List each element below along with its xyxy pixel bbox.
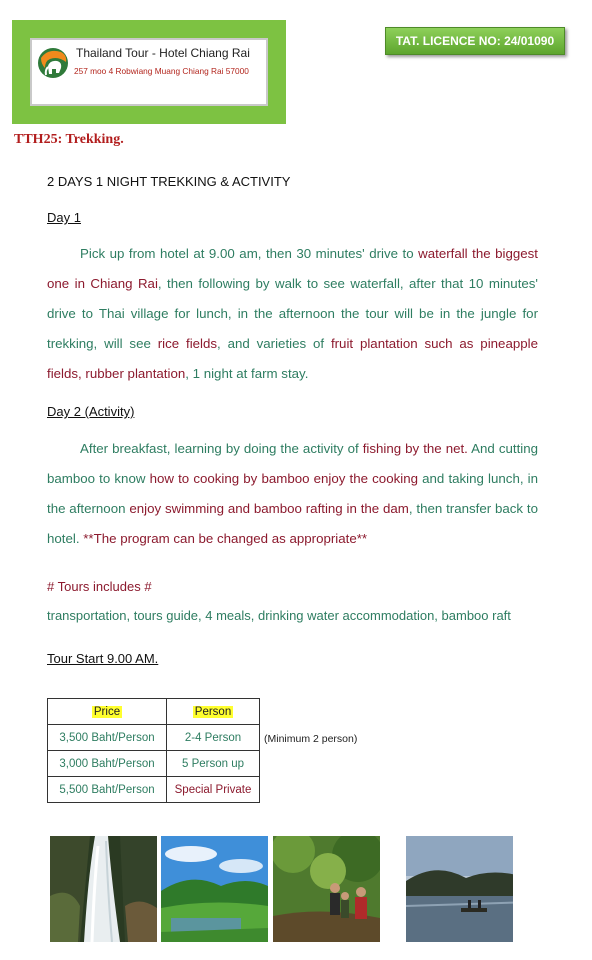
day2-description <box>47 434 538 554</box>
jungle-trekking-photo <box>273 836 380 942</box>
tour-title: 2 DAYS 1 NIGHT TREKKING & ACTIVITY <box>47 174 291 189</box>
day2-seg: **The program can be changed as appropriate** <box>83 531 368 546</box>
licence-badge: TAT. LICENCE NO: 24/01090 <box>385 27 565 55</box>
price-header: Price <box>93 705 121 718</box>
person-cell: 5 Person up <box>167 751 260 777</box>
day1-seg: Pick up from hotel at 9.00 am, then 30 minutes' drive to <box>80 246 419 261</box>
day2-seg: After breakfast, learning by doing the activity of <box>80 441 363 456</box>
day2-seg: how to cooking by bamboo enjoy the cooking <box>149 471 418 486</box>
minimum-note: (Minimum 2 person) <box>264 733 358 745</box>
day2-seg: , then transfer back to hotel. <box>47 501 538 546</box>
waterfall-photo <box>50 836 157 942</box>
price-cell: 3,500 Baht/Person <box>48 725 167 751</box>
tour-code: TTH25: Trekking. <box>14 132 124 147</box>
day2-seg: fishing by the net. <box>362 441 468 456</box>
person-cell: 2-4 Person <box>167 725 260 751</box>
day1-seg: , then following by walk to see waterfall, after that 10 minutes' drive to Thai village for lunch, in the afternoon the tour will be in the jungle for trekking, will see <box>47 276 538 351</box>
day2-seg: and taking lunch, in the afternoon <box>47 471 539 516</box>
day1-seg: fruit plantation such as pineapple fields, rubber plantation <box>47 336 538 381</box>
company-name: Thailand Tour - Hotel Chiang Rai <box>76 46 250 60</box>
rice-field-photo <box>161 836 268 942</box>
day2-heading: Day 2 (Activity) <box>47 404 135 419</box>
bamboo-rafting-dam-photo <box>406 836 513 942</box>
day1-heading: Day 1 <box>47 210 81 225</box>
day1-description <box>47 239 538 389</box>
logo-card <box>30 38 268 106</box>
table-row <box>48 725 260 751</box>
company-address: 257 moo 4 Robwiang Muang Chiang Rai 57000 <box>74 66 249 76</box>
table-row <box>48 777 260 803</box>
tours-includes-list: transportation, tours guide, 4 meals, drinking water accommodation, bamboo raft <box>47 608 511 623</box>
company-logo-box <box>12 20 286 124</box>
person-header-cell <box>167 699 260 725</box>
price-cell: 3,000 Baht/Person <box>48 751 167 777</box>
price-header-cell <box>48 699 167 725</box>
day2-seg: And cutting bamboo to know <box>47 441 539 486</box>
tour-start-time: Tour Start 9.00 AM. <box>47 651 159 666</box>
person-cell: Special Private <box>167 777 260 803</box>
price-cell: 5,500 Baht/Person <box>48 777 167 803</box>
day1-seg: , and varieties of <box>217 336 331 351</box>
day1-seg: waterfall the biggest one in Chiang Rai <box>47 246 538 291</box>
tours-includes-title: # Tours includes # <box>47 579 152 594</box>
table-header-row <box>48 699 260 725</box>
price-table <box>47 698 260 803</box>
table-row <box>48 751 260 777</box>
day1-seg: , 1 night at farm stay. <box>185 366 309 381</box>
day1-seg: rice fields <box>157 336 218 351</box>
elephant-logo-icon <box>36 46 70 80</box>
person-header: Person <box>194 705 232 718</box>
day2-seg: enjoy swimming and bamboo rafting in the dam <box>129 501 409 516</box>
